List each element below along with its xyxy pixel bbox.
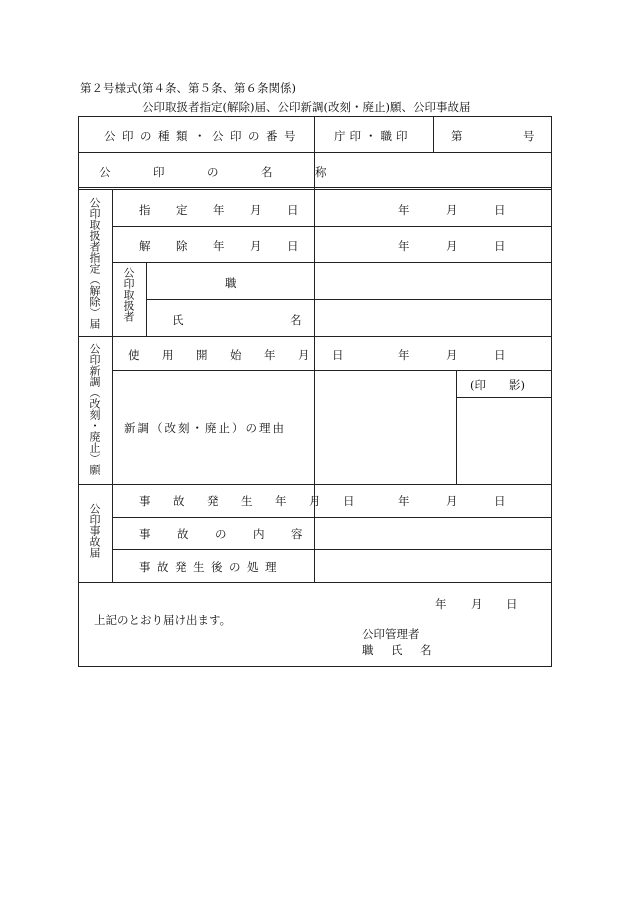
release-year: 年 (398, 239, 410, 253)
start-month: 月 (446, 348, 458, 362)
release-day: 日 (494, 239, 506, 253)
seal-name-label: 公 印 の 名 称 (99, 165, 342, 179)
footer-year: 年 (435, 597, 447, 611)
handler-label: 公印取扱者 (122, 267, 135, 322)
accident-year: 年 (398, 494, 410, 508)
accident-details-label: 事 故 の 内 容 (139, 527, 310, 541)
section-designation-label: 公印取扱者指定（解除）届 (88, 197, 101, 329)
start-year: 年 (398, 348, 410, 362)
seal-type-number-label: 公印の種類・公印の番号 (104, 129, 302, 143)
designation-year: 年 (398, 203, 410, 217)
designation-day: 日 (494, 203, 506, 217)
go-label: 号 (523, 129, 535, 143)
section-renewal-label: 公印新調（改刻・廃止）願 (88, 343, 101, 475)
renewal-reason-label: 新調（改刻・廃止）の理由 (124, 421, 286, 435)
accident-handling-label: 事故発生後の処理 (139, 560, 283, 574)
release-date-label: 解 除 年 月 日 (139, 239, 306, 253)
form-title: 公印取扱者指定(解除)届、公印新調(改刻・廃止)願、公印事故届 (142, 100, 471, 114)
form-number: 第２号様式(第４条、第５条、第６条関係) (80, 81, 296, 95)
submission-statement: 上記のとおり届け出ます。 (94, 613, 232, 627)
footer-day: 日 (506, 597, 518, 611)
release-month: 月 (446, 239, 458, 253)
start-day: 日 (494, 348, 506, 362)
accident-day: 日 (494, 494, 506, 508)
section-accident-label: 公印事故届 (88, 503, 101, 558)
manager-label: 公印管理者 (362, 627, 420, 641)
designation-month: 月 (446, 203, 458, 217)
dai-label: 第 (451, 129, 463, 143)
position-name-label: 職 氏 名 (362, 643, 435, 657)
accident-month: 月 (446, 494, 458, 508)
accident-date-label: 事 故 発 生 年 月 日 (139, 494, 360, 508)
designation-date-label: 指 定 年 月 日 (139, 203, 306, 217)
office-seal-label: 庁印・職印 (334, 129, 412, 143)
position-label: 職 (225, 276, 237, 290)
name-label: 氏 名 (172, 313, 320, 327)
seal-impression-label: (印 影) (470, 378, 525, 392)
start-date-label: 使 用 開 始 年 月 日 (128, 348, 349, 362)
footer-month: 月 (471, 597, 483, 611)
